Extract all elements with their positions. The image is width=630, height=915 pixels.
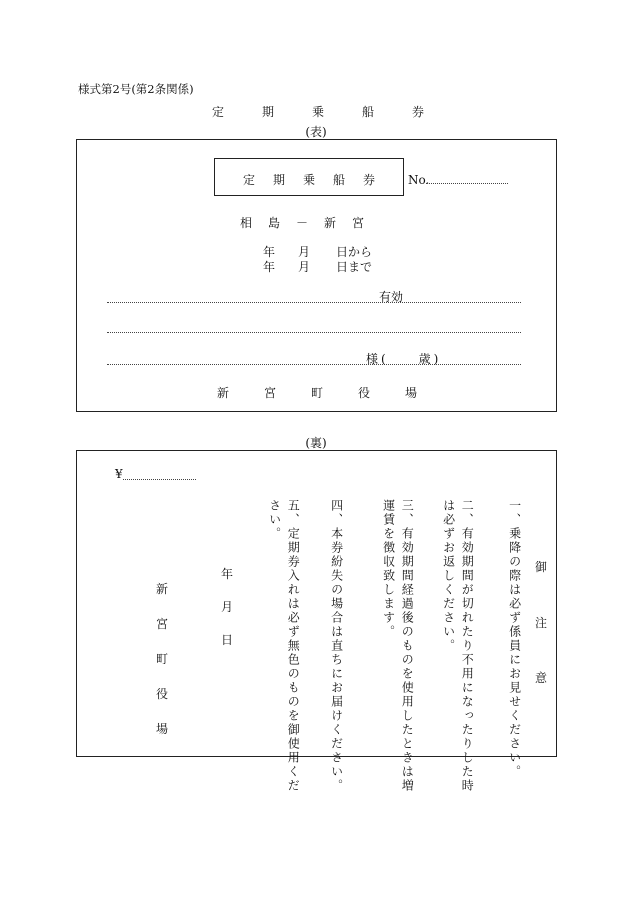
issuer-char: 役: [155, 687, 168, 701]
day-label: 日: [220, 633, 233, 647]
issuer-char: 新: [217, 386, 230, 400]
title-char: 船: [361, 105, 374, 119]
issuer-char: 宮: [263, 386, 276, 400]
date-until-row: [263, 261, 383, 275]
issuer-char: 場: [404, 386, 417, 400]
title-char: 券: [411, 105, 424, 119]
notice-heading-char: 御: [534, 560, 547, 574]
back-issuer: [154, 580, 170, 737]
issuer-char: 町: [155, 652, 168, 666]
ticket-title-char: 期: [272, 173, 285, 187]
year-label: 年: [263, 245, 276, 259]
route-char: 宮: [351, 216, 364, 230]
issuer-char: 役: [357, 386, 370, 400]
month-label: 月: [298, 245, 311, 259]
day-until-label: 日まで: [336, 260, 373, 274]
route-char: －: [295, 216, 308, 230]
notice-5: 五、定期券入れは必ず無色のものを御使用くだ さい。: [267, 499, 301, 793]
form-label: 様式第2号(第2条関係): [78, 82, 194, 96]
issuer-char: 町: [310, 386, 323, 400]
issuer-char: 場: [155, 722, 168, 736]
issuer-char: 宮: [155, 617, 168, 631]
amount-field[interactable]: [123, 479, 196, 480]
ticket-title-char: 船: [332, 173, 345, 187]
issue-date: [219, 565, 235, 648]
page-title: [212, 103, 424, 120]
notice-heading-char: 注: [534, 615, 547, 630]
blank-line[interactable]: [107, 332, 521, 333]
route-char: 相: [240, 216, 253, 230]
notice-3: 三、有効期間経過後のものを使用したときは増 運賃を徴収致します。: [381, 499, 415, 793]
back-side-label: (裏): [305, 436, 327, 450]
title-char: 定: [212, 105, 225, 119]
name-line[interactable]: [107, 364, 521, 365]
notice-heading-char: 意: [534, 671, 547, 685]
date-from-row: [263, 246, 383, 260]
issuer-char: 新: [155, 582, 168, 596]
day-from-label: 日から: [336, 245, 373, 259]
route-char: 新: [323, 216, 336, 230]
number-field[interactable]: [426, 183, 508, 184]
ticket-title-box: [214, 158, 404, 196]
ticket-title-char: 券: [362, 173, 375, 187]
ticket-front: [76, 139, 557, 412]
month-label: 月: [220, 600, 233, 614]
name-suffix: 様( 歳): [366, 352, 442, 366]
route-char: 島: [267, 216, 280, 230]
route: [240, 214, 364, 231]
notice-heading: [533, 558, 549, 686]
validity-line[interactable]: [107, 302, 521, 303]
title-char: 期: [261, 105, 274, 119]
ticket-back: [76, 450, 557, 793]
title-char: 乗: [311, 105, 324, 119]
currency-symbol: ¥: [115, 467, 123, 481]
number-label: No.: [408, 173, 430, 187]
ticket-title-char: 定: [243, 173, 256, 187]
notice-2: 二、有効期間が切れたり不用になったりした時 は必ずお返しください。: [441, 499, 475, 793]
year-label: 年: [263, 260, 276, 274]
issuer: [217, 384, 417, 401]
valid-label: 有効: [379, 290, 404, 304]
notice-4: 四、本券紛失の場合は直ちにお届けください。: [329, 499, 344, 793]
notice-1: 一、乗降の際は必ず係員にお見せください。: [507, 499, 522, 779]
month-label: 月: [298, 260, 311, 274]
front-side-label: (表): [305, 125, 327, 139]
year-label: 年: [220, 567, 233, 581]
ticket-title-char: 乗: [302, 173, 315, 187]
